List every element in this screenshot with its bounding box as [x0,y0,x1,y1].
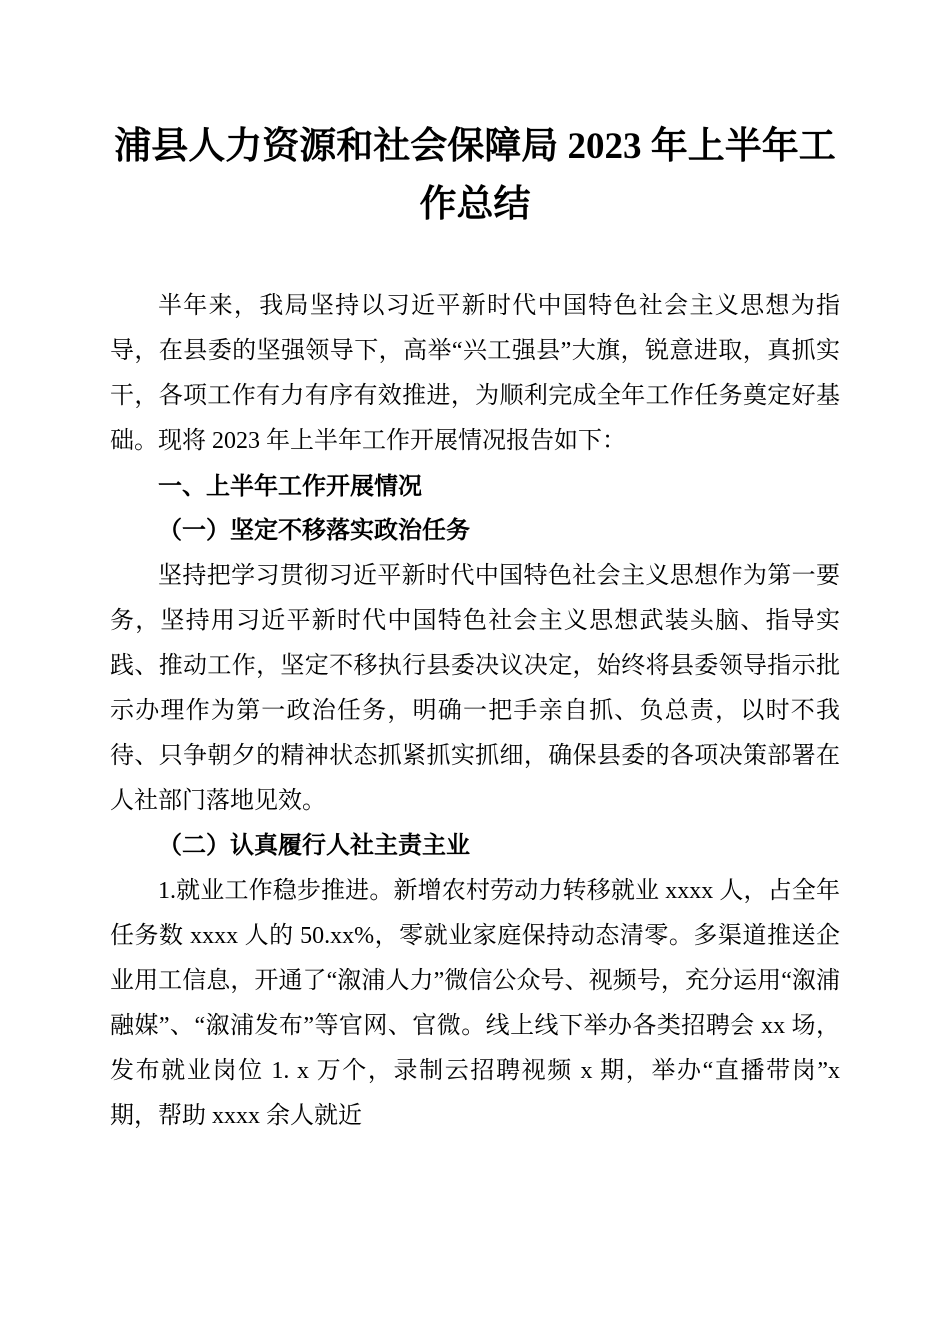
paragraph-intro: 半年来，我局坚持以习近平新时代中国特色社会主义思想为指导，在县委的坚强领导下，高举“兴工强县”大旗，锐意进取，真抓实干，各项工作有力有序有效推进，为顺利完成全年工作任务奠定好基础。现将 2023 年上半年工作开展情况报告如下： [110,293,840,454]
subsection-heading-main-duties: （二）认真履行人社主责主业 [158,833,470,859]
section-heading-first-half-work: 一、上半年工作开展情况 [158,473,422,500]
subsection-heading-political-tasks: （一）坚定不移落实政治任务 [158,518,470,544]
paragraph-political-tasks: 坚持把学习贯彻习近平新时代中国特色社会主义思想作为第一要务，坚持用习近平新时代中国特色社会主义思想武装头脑、指导实践、推动工作，坚定不移执行县委决议决定，始终将县委领导指示批示办理作为第一政治任务，明确一把手亲自抓、负总责，以时不我待、只争朝夕的精神状态抓紧抓实抓细，确保县委的各项决策部署在人社部门落地见效。 [110,563,840,814]
paragraph-employment-progress: 1.就业工作稳步推进。新增农村劳动力转移就业 xxxx 人，占全年任务数 xxxx 人的 50.xx%，零就业家庭保持动态清零。多渠道推送企业用工信息，开通了“溆浦人力”微信公众号、视频号，充分运用“溆浦融媒”、“溆浦发布”等官网、官微。线上线下举办各类招聘会 xx 场，发布就业岗位 1. x 万个，录制云招聘视频 x 期，举办“直播带岗”x 期，帮助 xxxx 余人就近 [110,878,840,1129]
document-title: 浦县人力资源和社会保障局 2023 年上半年工作总结 [114,126,836,225]
